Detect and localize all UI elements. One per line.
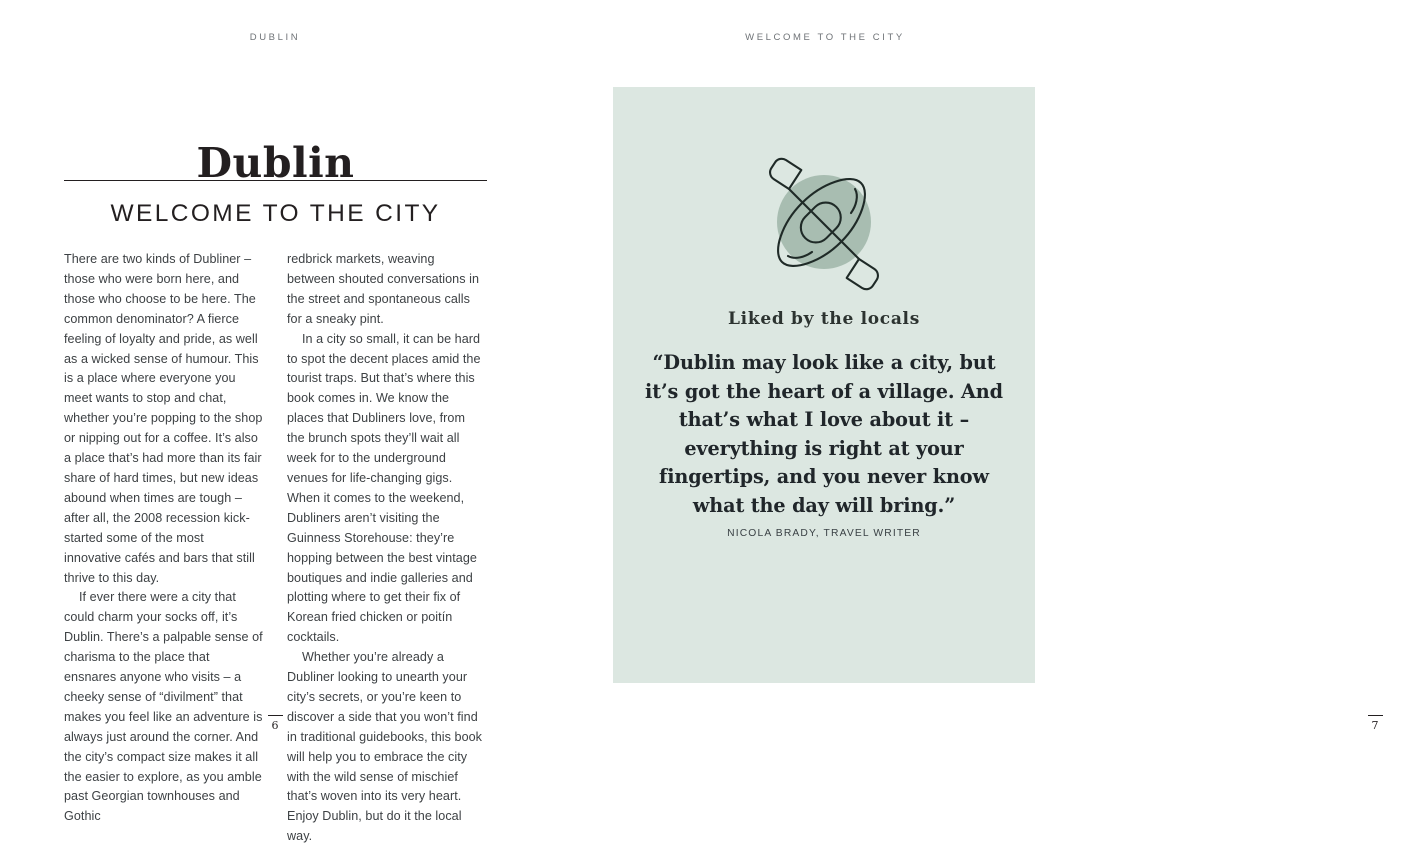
title-rule-wrapper [64,132,487,187]
quote-attribution: NICOLA BRADY, TRAVEL WRITER [727,528,921,539]
left-page [0,0,550,844]
right-page [550,0,1379,760]
paragraph: In a city so small, it can be hard to spot the decent places amid the tourist traps. But that’s where this book comes in. We know the places that Dubliners love, from the brunch spots they’ll wait all week for to the underground venues for life-changing gigs. When it comes to the weekend, Dubliners aren’t visiting the Guinness Storehouse: they’re hopping between the best vintage boutiques and indie galleries and plotting where to get their fix of Korean fried chicken or poitín cocktails. [287,331,481,645]
quote-panel [613,87,1035,683]
panel-heading: Liked by the locals [728,309,920,329]
folio-right [1345,715,1405,732]
page-number: 6 [271,719,279,732]
paragraph: Whether you’re already a Dubliner looking to unearth your city’s secrets, or you’re keen to discover a side that you won’t find in traditional guidebooks, this book will help you to embrace the city with the wild sense of mischief that’s woven into its very heart. Enjoy Dublin, but do it the local way. [287,650,483,844]
kayak-with-paddle-icon [749,150,899,300]
page-title: Dublin [196,139,355,187]
title-block [64,132,487,228]
folio-rule [268,715,283,716]
running-head-left: DUBLIN [249,32,301,43]
icon-area [613,137,1035,312]
page-number: 7 [1371,719,1379,732]
body-columns [64,250,487,847]
body-column-one [64,250,263,847]
page-subtitle: WELCOME TO THE CITY [110,200,441,227]
pull-quote: “Dublin may look like a city, but it’s got the heart of a village. And that’s what I love about it – everything is right at your fingertips, and you never know what the day will bring.” [645,351,1003,517]
running-head-right: WELCOME TO THE CITY [745,32,905,43]
paragraph: There are two kinds of Dubliner – those who were born here, and those who choose to be here. The common denominator? A fierce feeling of loyalty and pride, as well as a wicked sense of humour. This is a place where everyone you meet wants to stop and chat, whether you’re popping to the shop or nipping out for a coffee. It’s also a place that’s had more than its fair share of hard times, but new ideas abound when times are tough – after all, the 2008 recession kick-started some of the most innovative cafés and bars that still thrive to this day. [64,252,263,585]
folio-left [245,715,305,732]
body-column-two [287,250,486,847]
folio-rule [1368,715,1383,716]
paragraph: If ever there were a city that could charm your socks off, it’s Dublin. There’s a palpable sense of charisma to the place that ensnares anyone who visits – a cheeky sense of “divilment” that makes you feel like an adventure is always just around the corner. And the city’s compact size makes it all the easier to explore, as you amble past Georgian townhouses and Gothic [64,590,263,824]
paragraph: redbrick markets, weaving between shouted conversations in the street and spontaneous calls for a sneaky pint. [287,252,480,326]
